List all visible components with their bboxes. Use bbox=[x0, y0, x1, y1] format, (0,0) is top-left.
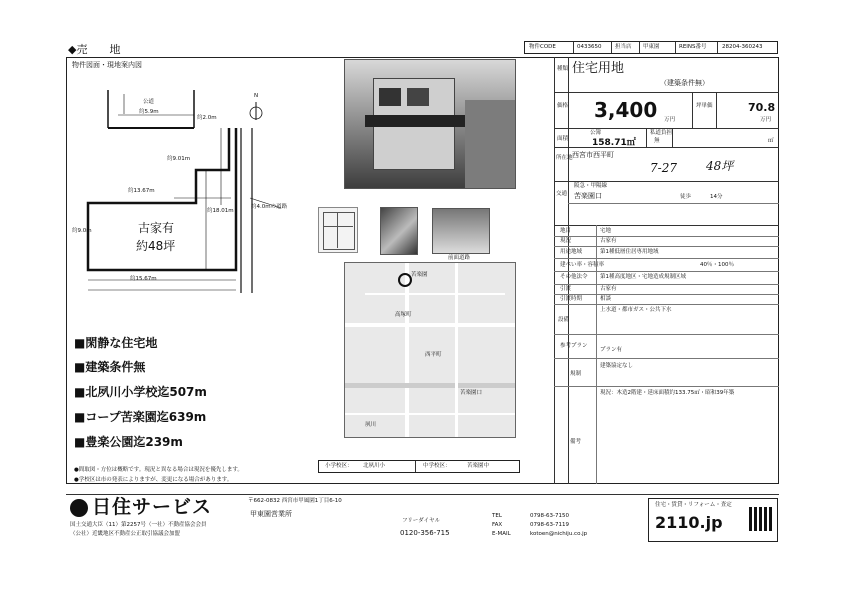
area-value: 158.71㎡ bbox=[592, 138, 636, 148]
detail-value: 古家有 bbox=[600, 286, 617, 292]
price-unit: 万円 bbox=[664, 117, 676, 123]
station-value: 苦楽園口 bbox=[574, 192, 602, 200]
house-photo bbox=[344, 59, 516, 189]
free-dial-label: フリーダイヤル bbox=[402, 518, 441, 524]
floor-plan-thumbnail bbox=[318, 207, 358, 253]
line-value: 阪急・甲陽線 bbox=[574, 183, 608, 189]
setback-label: 私道負担 bbox=[650, 130, 673, 136]
plan-road-4m: 約4.0mの道路 bbox=[251, 204, 288, 210]
map-label: 苦楽園 bbox=[411, 272, 428, 278]
area-extra: ㎡ bbox=[768, 138, 774, 144]
detail-label: 引渡 bbox=[560, 286, 572, 292]
mail-address[interactable]: kotoen@nichiju.co.jp bbox=[530, 531, 588, 537]
address-value: 西宮市西平町 bbox=[572, 151, 614, 159]
detail-label: 地目 bbox=[560, 228, 572, 234]
detail-value: 上水道・都市ガス・公共下水 bbox=[600, 307, 672, 313]
map-label: 夙川 bbox=[365, 422, 377, 428]
tsubo-value: 70.8 bbox=[748, 101, 776, 114]
note-1: ●間取図・方位は概略です。現況と異なる場合は現況を優先します。 bbox=[74, 467, 243, 473]
detail-value: 古家有 bbox=[600, 238, 617, 244]
front-road-caption: 前面道路 bbox=[448, 255, 471, 261]
area-sub-label: 公簿 bbox=[590, 130, 602, 136]
plan-dim-9-01: 約9.01m bbox=[167, 156, 191, 162]
company-logo-icon bbox=[70, 499, 88, 517]
detail-label: 参考プラン bbox=[560, 343, 588, 349]
mid-school-label: 中学校区： bbox=[423, 463, 451, 469]
area-map bbox=[344, 262, 516, 438]
plan-park-width: 約5.9m bbox=[139, 109, 159, 115]
detail-label: 規制 bbox=[570, 371, 582, 377]
reins-label: REINS番号 bbox=[679, 44, 707, 50]
school-district-box bbox=[318, 460, 520, 473]
map-label: 西平町 bbox=[425, 352, 442, 358]
tsubo-unit: 万円 bbox=[760, 117, 772, 123]
price-label: 価格 bbox=[557, 103, 569, 109]
qr-code-icon bbox=[749, 507, 773, 531]
reins-value: 28204-360243 bbox=[722, 44, 763, 50]
setback-value: 無 bbox=[654, 138, 660, 144]
code-label: 物件CODE bbox=[529, 44, 556, 50]
front-road-photo bbox=[432, 208, 490, 254]
feature-item: ■閑静な住宅地 bbox=[74, 336, 158, 350]
handwritten-lot: 7-27 bbox=[650, 161, 677, 175]
tsubo-label: 坪単価 bbox=[696, 103, 713, 109]
street-photo bbox=[380, 207, 418, 255]
detail-label: その他法令 bbox=[560, 274, 588, 280]
plan-dim-15-67: 約15.67m bbox=[130, 276, 157, 282]
site-plan bbox=[66, 70, 346, 300]
free-dial-number[interactable]: 0120-356-715 bbox=[400, 529, 450, 537]
type-value: 住宅用地 bbox=[572, 61, 625, 76]
detail-value: 相談 bbox=[600, 296, 612, 302]
location-marker-icon bbox=[398, 273, 412, 287]
feature-item: ■豊楽公園迄239m bbox=[74, 435, 183, 449]
fax-label: FAX bbox=[492, 522, 503, 528]
north-icon: N bbox=[254, 93, 259, 99]
company-name: 日住サービス bbox=[92, 496, 213, 518]
store-value: 甲東園 bbox=[643, 44, 660, 50]
plan-house-label: 古家有 bbox=[138, 221, 175, 235]
fax-number: 0798-63-7119 bbox=[530, 522, 569, 528]
map-label: 高塚町 bbox=[395, 312, 412, 318]
right-logo-caption: 住宅・賃貸・リフォーム・査定 bbox=[655, 502, 732, 508]
walk-label: 徒歩 bbox=[680, 194, 692, 200]
traffic-label: 交通 bbox=[556, 191, 568, 197]
plan-park-label: 公道 bbox=[143, 99, 155, 105]
feature-item: ■北夙川小学校迄507m bbox=[74, 385, 207, 399]
detail-value: 宅地 bbox=[600, 228, 612, 234]
plan-dim-2m: 約2.0m bbox=[197, 115, 217, 121]
price-value: 3,400 bbox=[594, 98, 658, 122]
license-1: 国土交通大臣（11）第2257号（一社）不動産協会会員 bbox=[70, 522, 207, 528]
detail-label: 用途地域 bbox=[560, 249, 583, 255]
plan-dim-13-67: 約13.67m bbox=[128, 188, 155, 194]
tel-label: TEL bbox=[492, 513, 502, 519]
code-box bbox=[524, 41, 778, 54]
area-label: 面積 bbox=[557, 136, 569, 142]
page-title: ◆売 地 bbox=[68, 43, 121, 56]
elem-school-value: 北夙川小 bbox=[363, 463, 386, 469]
detail-value: 40％・100％ bbox=[700, 262, 734, 268]
license-2: （公社）近畿地区不動産公正取引協議会加盟 bbox=[70, 531, 181, 537]
mid-school-value: 苦楽園中 bbox=[467, 463, 490, 469]
plan-area-label: 約48坪 bbox=[136, 239, 176, 253]
detail-value: 現況：木造2階建・延床面積約133.75㎡・昭和39年築 bbox=[600, 390, 735, 396]
tel-number[interactable]: 0798-63-7150 bbox=[530, 513, 569, 519]
handwritten-tsubo: 48坪 bbox=[706, 159, 734, 173]
map-label: 苦楽園口 bbox=[460, 390, 483, 396]
branch-name: 甲東園営業所 bbox=[250, 510, 292, 518]
walk-value: 14分 bbox=[710, 194, 723, 200]
mail-label: E-MAIL bbox=[492, 531, 511, 537]
feature-item: ■コープ苦楽園迄639m bbox=[74, 410, 207, 424]
type-label: 種類 bbox=[557, 66, 569, 72]
detail-label: 引渡時期 bbox=[560, 296, 583, 302]
address-label: 所在地 bbox=[556, 155, 573, 161]
code-value: 0433650 bbox=[577, 44, 602, 50]
store-label: 担当店 bbox=[615, 44, 632, 50]
right-logo[interactable]: 2110.jp bbox=[655, 513, 723, 532]
detail-label: 建ぺい率・容積率 bbox=[560, 262, 605, 268]
company-address: 〒662-0832 西宮市甲風園1丁目6-10 bbox=[248, 498, 342, 504]
detail-label: 現況 bbox=[560, 238, 572, 244]
elem-school-label: 小学校区： bbox=[325, 463, 353, 469]
plan-dim-9-0: 約9.0m bbox=[72, 228, 92, 234]
detail-value: プラン有 bbox=[600, 347, 623, 353]
feature-item: ■建築条件無 bbox=[74, 360, 146, 374]
detail-value: 第1種高度地区・宅地造成規制区域 bbox=[600, 274, 687, 280]
right-logo-box bbox=[648, 498, 778, 542]
detail-value: 建築協定なし bbox=[600, 363, 634, 369]
detail-value: 第1種低層住居専用地域 bbox=[600, 249, 659, 255]
plan-dim-18-01: 約18.01m bbox=[207, 208, 234, 214]
note-2: ●学校区は市の発表によりますが、変更になる場合があります。 bbox=[74, 477, 233, 483]
condition-value: （建築条件無） bbox=[660, 79, 709, 87]
plan-section-label: 物件図面・現地案内図 bbox=[72, 61, 142, 69]
detail-label: 設備 bbox=[558, 317, 570, 323]
detail-label: 備考 bbox=[570, 439, 582, 445]
